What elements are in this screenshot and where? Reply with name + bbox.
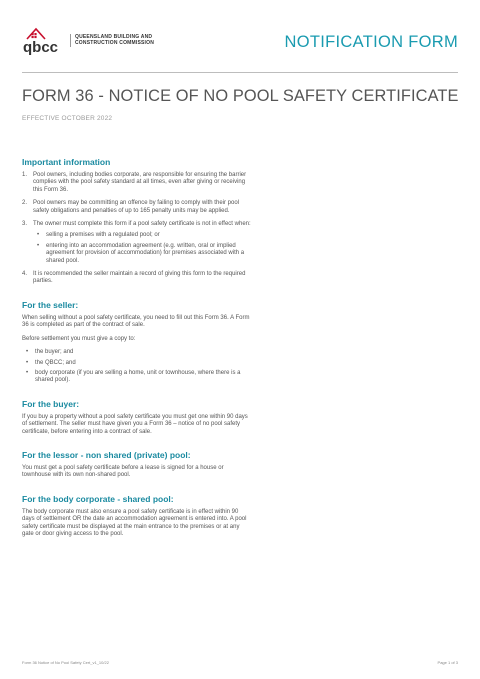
item-text: Pool owners, including bodies corporate, are responsible for ensuring the barrier complies with the pool safety standard at all times, even after giving or receiving this Form 36. [33,172,247,193]
body-corporate-section [22,494,252,539]
header-divider [22,72,458,73]
qbcc-logo [22,22,154,58]
list-item: • the buyer; and [22,349,252,356]
item-number: 4. [22,271,28,278]
effective-date: EFFECTIVE OCTOBER 2022 [22,115,113,122]
page-title: FORM 36 - NOTICE OF NO POOL SAFETY CERTIFICATE [22,87,459,105]
sub-list-item: • selling a premises with a regulated pool; or [33,232,252,239]
footer-page-number: Page 1 of 3 [437,660,458,665]
list-item: • body corporate (if you are selling a home, unit or townhouse, where there is a shared pool). [22,370,252,385]
item-number: 2. [22,200,28,207]
footer-document-id: Form 36 Notice of No Pool Safety Cert_v1_10/22 [22,660,109,665]
org-line-2: CONSTRUCTION COMMISSION [75,40,155,46]
list-item [22,172,252,194]
sub-list-item: • entering into an accommodation agreement (e.g. written, oral or implied agreement for provision of accommodation) for premises associated with a shared pool. [33,243,252,265]
org-name [70,34,154,47]
org-line-1: QUEENSLAND BUILDING AND [75,33,153,40]
item-text: It is recommended the seller maintain a record of giving this form to the required parties. [33,271,246,285]
lessor-heading: For the lessor - non shared (private) pool: [22,449,191,460]
form-type-label: NOTIFICATION FORM [284,33,458,51]
list-item: • the QBCC; and [22,360,252,367]
lessor-section [22,450,252,480]
sub-list [33,232,252,265]
item-number: 3. [22,221,28,228]
seller-paragraph-1: When selling without a pool safety certificate, you need to fill out this Form 36. A Form 36 is completed as part of the contract of sale. [22,314,250,329]
body-corporate-heading: For the body corporate - shared pool: [22,493,174,504]
item-text: The owner must complete this form if a pool safety certificate is not in effect when: [33,221,251,228]
list-item [22,271,252,286]
seller-heading: For the seller: [22,299,79,310]
body-corporate-paragraph: The body corporate must also ensure a pool safety certificate is in effect within 90 days of settlement OR the date an accommodation agreement is entered into. A pool safety certificate must be displayed at the main entrance to the premises or at any gate or door giving access to the pool. [22,508,247,537]
important-heading: Important information [22,157,111,167]
seller-section [22,300,252,385]
list-item [22,200,252,215]
buyer-paragraph: If you buy a property without a pool safety certificate you must get one within 90 days of settlement. The seller must have given you a Form 36 – notice of no pool safety certificate, before entering into a contract of sale. [22,413,248,435]
house-icon [22,23,66,57]
seller-list [22,349,252,385]
list-item [22,221,252,265]
logo-wordmark: qbcc [23,39,59,56]
main-content [22,157,252,552]
important-list [22,172,252,286]
seller-paragraph-2: Before settlement you must give a copy to: [22,335,136,342]
important-section [22,157,252,286]
item-text: Pool owners may be committing an offence by failing to comply with their pool safety obligations and penalties of up to 165 penalty units may be applied. [33,200,239,214]
buyer-heading: For the buyer: [22,398,80,409]
lessor-paragraph: You must get a pool safety certificate before a lease is signed for a house or townhouse with its own non-shared pool. [22,464,224,479]
item-number: 1. [22,172,28,178]
qbcc-logo-mark [22,23,66,57]
buyer-section [22,399,252,436]
